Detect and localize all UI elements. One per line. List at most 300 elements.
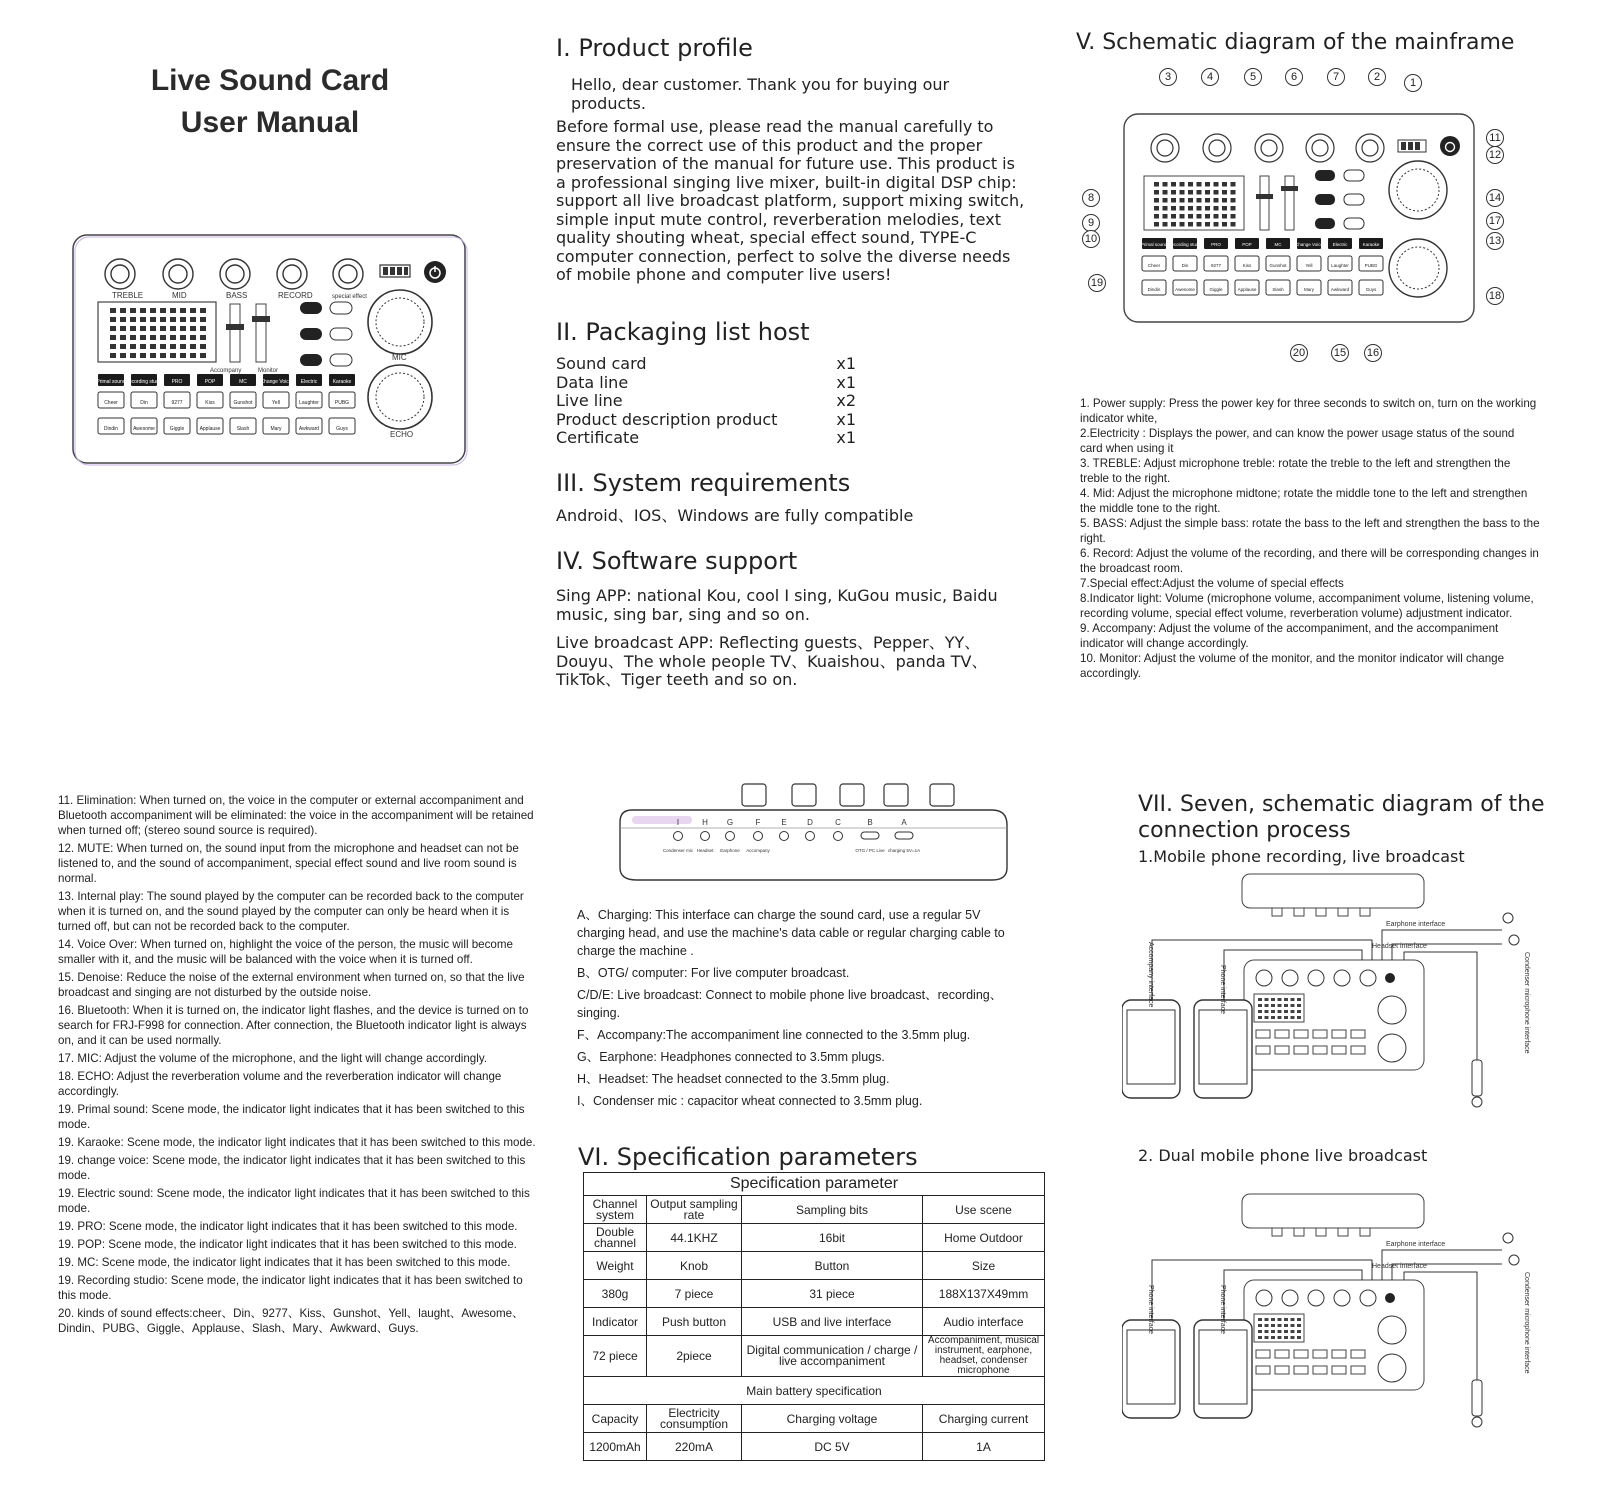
table-row [584,1336,1045,1377]
port-jack [674,832,683,841]
led-dot [1214,214,1219,219]
led-dot [110,326,116,331]
note-item: 4. Mid: Adjust the microphone midtone; rotate the middle tone to the left and strengthen the middle tone to the right. [1080,487,1528,515]
led-dot [180,335,186,340]
effect-button-label: Cheer [104,400,118,406]
effect-button [1332,1046,1346,1054]
note-item: 16. Bluetooth: When it is turned on, the indicator light flashes, and the device is turned on to search for FRJ-F998 for connection. After connection, the Bluetooth indicator light is always on, and it can be used normally. [58,1004,529,1047]
table-cell: Knob [647,1252,742,1280]
port-label: Condenser mic [662,848,694,853]
note-item: 3. TREBLE: Adjust microphone treble: rotate the treble to the left and strengthen the treble to the right. [1080,457,1511,485]
port-label: Headset [696,848,714,853]
led-dot [1271,1330,1275,1333]
callout-9: 9 [1082,214,1100,232]
led-dot [1222,182,1227,187]
led-dot [1291,1016,1295,1019]
led-dot [1271,998,1275,1001]
led-dot [140,317,146,322]
led-dot [150,344,156,349]
effect-button-label: 9277 [1210,263,1222,268]
headset-icon [1509,1255,1519,1265]
led-dot [150,317,156,322]
led-dot [1291,998,1295,1001]
led-dot [1258,1318,1262,1321]
table-cell: 220mA [647,1433,742,1461]
led-dot [190,317,196,322]
section4-sing-app: Sing APP: national Kou, cool I sing, KuGou music, Baidu music, sing bar, sing and so on. [556,586,998,624]
led-dot [160,335,166,340]
led-dot [140,344,146,349]
led-dot [1205,214,1210,219]
table-cell: Sampling bits [742,1196,923,1224]
effect-button-label: Cheer [1147,263,1161,268]
device-knob [1338,1228,1348,1236]
section3-heading: III. System requirements [556,469,851,497]
effect-button [1275,1046,1289,1054]
led-dot [120,317,126,322]
note-item: 5. BASS: Adjust the simple bass: rotate the bass to the left and strengthen the bass to the right. [1080,517,1540,545]
table-cell: Weight [584,1252,647,1280]
effect-button-label: Awesome [133,426,155,432]
effect-button-label: Awkward [298,426,320,432]
led-dot [1180,206,1185,211]
effect-button-label: Yell [272,400,280,406]
led-dot [1188,222,1193,227]
table-cell: Home Outdoor [923,1224,1045,1252]
table-cell: Audio interface [923,1308,1045,1336]
led-dot [1205,206,1210,211]
led-dot [130,335,136,340]
led-dot [1171,198,1176,203]
led-dot [1231,182,1236,187]
led-dot [1171,222,1176,227]
effect-button-label: Slash [1272,287,1284,292]
diagram2-label-earphone: Earphone interface [1386,1241,1446,1248]
led-dot [1214,198,1219,203]
cover-device-illustration [70,232,470,472]
section1-body: Before formal use, please read the manual carefully to ensure the correct use of this product and the proper preservation of the manual for future use. This product is a professional singing live mixer, built-in digital DSP chip: support all live broadcast platform, support mixing switch, simple input mute control, reverberation melodies, text quality shouting wheat, special effect sound, TYPE-C computer connection, perfect to solve the diverse needs of mobile phone and computer live users! [556,117,1025,284]
effect-button [1351,1030,1365,1038]
led-dot [170,317,176,322]
diagram2-label-headset: Headset interface [1372,1263,1427,1270]
section4-heading: IV. Software support [556,547,798,575]
note-item: 19. Electric sound: Scene mode, the indicator light indicates that it has been switched to this mode. [58,1187,530,1215]
table-cell: 44.1KHZ [647,1224,742,1252]
led-dot [140,335,146,340]
led-dot [110,344,116,349]
callout-1: 1 [1404,74,1422,92]
led-dot [1180,190,1185,195]
earphone-icon [1503,1233,1513,1243]
packaging-item: Live line x2 [556,391,856,410]
led-dot [1231,222,1236,227]
port-note: G、Earphone: Headphones connected to 3.5mm plugs. [577,1050,885,1064]
led-dot [170,335,176,340]
table-cell: 380g [584,1280,647,1308]
mode-button-label: POP [1242,242,1252,247]
led-dot [180,353,186,358]
effect-button [1275,1030,1289,1038]
table-cell: 72 piece [584,1336,647,1377]
effect-button-label: Applause [199,426,221,432]
section-packaging [556,318,1026,448]
device-knob [1338,908,1348,916]
table-cell: Double channel [584,1224,647,1252]
effect-button-label: Din [1181,263,1189,268]
led-dot [1197,198,1202,203]
port-label: OTG / PC Live [855,848,885,853]
led-dot [1271,1016,1275,1019]
note-item: 19. Primal sound: Scene mode, the indicator light indicates that it has been switched to this mode. [58,1103,525,1131]
effect-button [1294,1046,1308,1054]
port-letter: F [755,818,761,827]
port-note: H、Headset: The headset connected to the 3.5mm plug. [577,1072,890,1086]
table-cell: 7 piece [647,1280,742,1308]
note-item: 19. POP: Scene mode, the indicator light indicates that it has been switched to this mode. [58,1238,517,1251]
led-dot [140,308,146,313]
table-row [584,1196,1045,1224]
device-knob [1294,1228,1304,1236]
led-dot [190,335,196,340]
led-dot [180,308,186,313]
led-dot [1297,1336,1301,1339]
port-letter: E [781,818,787,827]
led-dot [200,335,206,340]
note-item: 13. Internal play: The sound played by the computer can be recorded back to the computer when it is turned on, and the sound played by the computer can only be heard when it is turned off, but can not be recorded back to the computer. [58,890,524,933]
led-dot [160,353,166,358]
device-knob [1360,1228,1370,1236]
packaging-item: Data line x1 [556,372,856,392]
led-dot [1271,1336,1275,1339]
mode-button-label: POP [204,379,216,385]
led-dot [1258,1016,1262,1019]
diagram1-label-headset: Headset interface [1372,943,1427,950]
led-dot [1265,1016,1269,1019]
effect-button [1294,1350,1308,1358]
led-dot [1222,206,1227,211]
effect-button-label: 9277 [171,400,183,406]
cover-knob-label-record: RECORD [278,291,313,300]
effect-button-label: Slash [236,426,250,432]
led-dot [1278,1324,1282,1327]
table-cell: 2piece [647,1336,742,1377]
section7-sub1: 1.Mobile phone recording, live broadcast [1138,847,1465,866]
effect-button [1294,1366,1308,1374]
port-letter: B [867,818,873,827]
led-dot [1171,190,1176,195]
table-cell: Size [923,1252,1045,1280]
led-dot [110,335,116,340]
port-usb [895,832,913,839]
led-dot [1197,190,1202,195]
led-dot [1180,182,1185,187]
callout-12: 12 [1486,146,1504,164]
notes-left [58,793,538,1336]
power-icon [1385,1293,1395,1303]
device-knob [1316,908,1326,916]
table-cell: Accompaniment, musical instrument, earphone, headset, condenser microphone [923,1336,1045,1377]
led-dot [1171,214,1176,219]
effect-button-label: Laughter [1331,263,1349,268]
led-dot [1258,1010,1262,1013]
effect-button [1275,1350,1289,1358]
led-dot [1291,1010,1295,1013]
mic-dial [1378,996,1406,1024]
led-dot [1291,1324,1295,1327]
callout-20: 20 [1290,344,1308,362]
mode-button-label: Electric [300,379,318,385]
led-dot [1222,214,1227,219]
device-knob [1294,908,1304,916]
led-dot [1284,1336,1288,1339]
led-dot [130,344,136,349]
mode-button-label: Change Voice [260,379,292,385]
note-item: 1. Power supply: Press the power key for three seconds to switch on, turn on the working indicator white, [1080,397,1537,425]
section7-heading [1138,792,1578,867]
led-dot [1284,1010,1288,1013]
mode-button-label: Recording studio [125,379,163,385]
mode-button-label: PRO [1211,242,1221,247]
effect-button-label: Guys [1365,287,1377,292]
led-dot [1291,1330,1295,1333]
effect-button-label: Kiss [1242,263,1252,268]
mode-button-label: Recording studio [1168,242,1202,247]
device-knob [1256,970,1272,986]
led-dot [190,326,196,331]
connection-diagram-1 [1122,870,1562,1130]
callout-15: 15 [1331,344,1349,362]
cover-knob-label-bass: BASS [226,291,248,300]
led-dot [1188,190,1193,195]
led-dot [1231,198,1236,203]
note-item: 2.Electricity : Displays the power, and can know the power usage status of the sound card when using it [1080,427,1515,455]
led-dot [160,308,166,313]
led-dot [180,344,186,349]
note-item: 19. MC: Scene mode, the indicator light indicates that it has been switched to this mode. [58,1256,511,1269]
led-dot [1271,1324,1275,1327]
section-system-requirements [556,469,1026,526]
led-dot [1284,1318,1288,1321]
led-dot [1222,190,1227,195]
port-letter: H [702,818,708,827]
effect-button-label: Dindin [1147,287,1161,292]
note-item: 11. Elimination: When turned on, the voice in the computer or external accompaniment and Bluetooth accompaniment will be eliminated: the voice in the accompaniment will be retained when turned off; (stereo sound source is required). [58,794,534,837]
effect-button-label: Mary [270,426,282,432]
device-side [1242,874,1424,908]
led-dot [200,344,206,349]
mode-button-label: PRO [171,379,183,385]
callout-11: 11 [1486,129,1504,147]
led-dot [110,353,116,358]
effect-button [1351,1366,1365,1374]
led-dot [150,353,156,358]
section-product-profile [556,34,1026,285]
led-dot [1258,998,1262,1001]
diagram1-label-phone: Phone interface [1219,965,1226,1015]
led-dot [130,326,136,331]
led-dot [1171,206,1176,211]
led-dot [110,317,116,322]
port-jack [834,832,843,841]
ports-side-view [612,780,1022,890]
microphone-head [1472,1097,1482,1107]
led-dot [1297,1324,1301,1327]
led-dot [1258,1324,1262,1327]
led-dot [1297,1330,1301,1333]
mode-button-label: MC [239,379,247,385]
led-dot [1231,190,1236,195]
phone-screen [1127,1010,1175,1084]
cover-knob-label-special: special effect [332,294,367,300]
led-dot [1278,1010,1282,1013]
led-dot [1214,222,1219,227]
callout-8: 8 [1082,189,1100,207]
led-dot [120,353,126,358]
led-dot [1278,1004,1282,1007]
port-label: Earphone [720,848,740,853]
led-dot [180,317,186,322]
table-cell: Channel system [584,1196,647,1224]
section7-heading-line1: VII. Seven, schematic diagram of the [1138,792,1545,817]
port-note: F、Accompany:The accompaniment line connected to the 3.5mm plug. [577,1028,971,1042]
device-knob [1282,1290,1298,1306]
device-knob [1256,1290,1272,1306]
led-dot [1154,182,1159,187]
led-dot [1154,222,1159,227]
led-dot [130,317,136,322]
microphone-body [1472,1380,1482,1416]
led-dot [1154,198,1159,203]
led-dot [1205,182,1210,187]
port-label: charging 5V=1A [887,848,921,853]
effect-button [1351,1046,1365,1054]
cover-knob-label-mid: MID [172,291,187,300]
callout-13: 13 [1486,232,1504,250]
led-dot [1205,222,1210,227]
table-cell: Charging current [923,1405,1045,1433]
effect-button-label: Mary [1304,287,1314,292]
device-knob [1308,1290,1324,1306]
note-item: 19. change voice: Scene mode, the indicator light indicates that it has been switched to this mode. [58,1154,526,1182]
section1-heading: I. Product profile [556,34,753,62]
mode-button-label: Karaoke [332,379,352,385]
effect-button [1256,1046,1270,1054]
note-item: 18. ECHO: Adjust the reverberation volume and the reverberation indicator will change accordingly. [58,1070,502,1098]
led-dot [1180,198,1185,203]
led-dot [1197,182,1202,187]
led-dot [1278,1318,1282,1321]
effect-button-label: PUBG [1364,263,1378,268]
mode-button-label: Electric [1332,242,1348,247]
led-dot [180,326,186,331]
led-dot [1291,1318,1295,1321]
led-dot [1197,222,1202,227]
table-cell: 31 piece [742,1280,923,1308]
port-jack [701,832,710,841]
effect-button-label: Giggle [1209,287,1223,292]
callout-18: 18 [1486,287,1504,305]
diagram1-label-condenser: Condenser microphone interface [1523,952,1530,1054]
led-dot [120,344,126,349]
led-dot [1197,214,1202,219]
effect-button [1313,1366,1327,1374]
led-dot [1171,182,1176,187]
spec-table [583,1172,1045,1461]
section1-greeting: Hello, dear customer. Thank you for buying our products. [571,75,950,113]
connection-diagram-2 [1122,1190,1562,1450]
callout-6: 6 [1285,68,1303,86]
led-dot [170,344,176,349]
table-cell: 1A [923,1433,1045,1461]
note-item: 20. kinds of sound effects:cheer、Din、9277、Kiss、Gunshot、Yell、laught、Awesome、Dindin、PUBG、Giggle、Applause、Slash、Mary、Awkward、Guys. [58,1307,524,1335]
callout-10: 10 [1082,230,1100,248]
callout-7: 7 [1327,68,1345,86]
led-dot [1231,214,1236,219]
led-dot [110,308,116,313]
led-dot [120,308,126,313]
led-dot [1265,1336,1269,1339]
led-dot [190,344,196,349]
device-knob [1360,908,1370,916]
led-dot [1214,182,1219,187]
earphone-icon [1503,913,1513,923]
note-item: 8.Indicator light: Volume (microphone volume, accompaniment volume, listening volume, recording volume, special effect volume, reverberation volume) adjustment indicator. [1080,592,1534,620]
mode-button-label: Primal sound [1140,242,1168,247]
diagram1-label-earphone: Earphone interface [1386,921,1446,928]
effect-button-label: Gunshot [233,400,253,406]
device-knob [1272,1228,1282,1236]
led-dot [1163,222,1168,227]
table-cell: Capacity [584,1405,647,1433]
note-item: 19. PRO: Scene mode, the indicator light indicates that it has been switched to this mode. [58,1220,518,1233]
led-dot [1188,214,1193,219]
led-dot [1265,1324,1269,1327]
effect-button [1332,1350,1346,1358]
table-cell: Push button [647,1308,742,1336]
led-dot [130,353,136,358]
callout-5: 5 [1244,68,1262,86]
effect-button-label: Gunshot [1269,263,1287,268]
callout-17: 17 [1486,212,1504,230]
table-cell: Electricity consumption [647,1405,742,1433]
port-jack [754,832,763,841]
table-row [584,1280,1045,1308]
mainframe-diagram [1120,110,1480,330]
table-cell: Charging voltage [742,1405,923,1433]
note-item: 6. Record: Adjust the volume of the recording, and there will be corresponding changes in the broadcast room. [1080,547,1539,575]
effect-button-label: Awesome [1175,287,1195,292]
callout-4: 4 [1201,68,1219,86]
cover-title-line2: User Manual [180,106,360,139]
note-item: 15. Denoise: Reduce the noise of the external environment when turned on, so that the live broadcast and singing are not disturbed by the outside noise. [58,971,525,999]
mode-button-label: Karaoke [1362,242,1380,247]
port-jack [806,832,815,841]
table-cell: Digital communication / charge / live accompaniment [742,1336,923,1377]
led-dot [1284,1324,1288,1327]
effect-button [1275,1366,1289,1374]
mic-dial [368,290,432,354]
led-dot [1271,1010,1275,1013]
led-dot [170,326,176,331]
led-dot [1297,1010,1301,1013]
led-dot [200,317,206,322]
led-dot [140,353,146,358]
effect-button-label: Giggle [169,426,185,432]
led-dot [1163,214,1168,219]
led-dot [1258,1330,1262,1333]
section7-sub2: 2. Dual mobile phone live broadcast [1138,1146,1428,1165]
diagram2-label-phone-1: Phone interface [1147,1285,1154,1335]
